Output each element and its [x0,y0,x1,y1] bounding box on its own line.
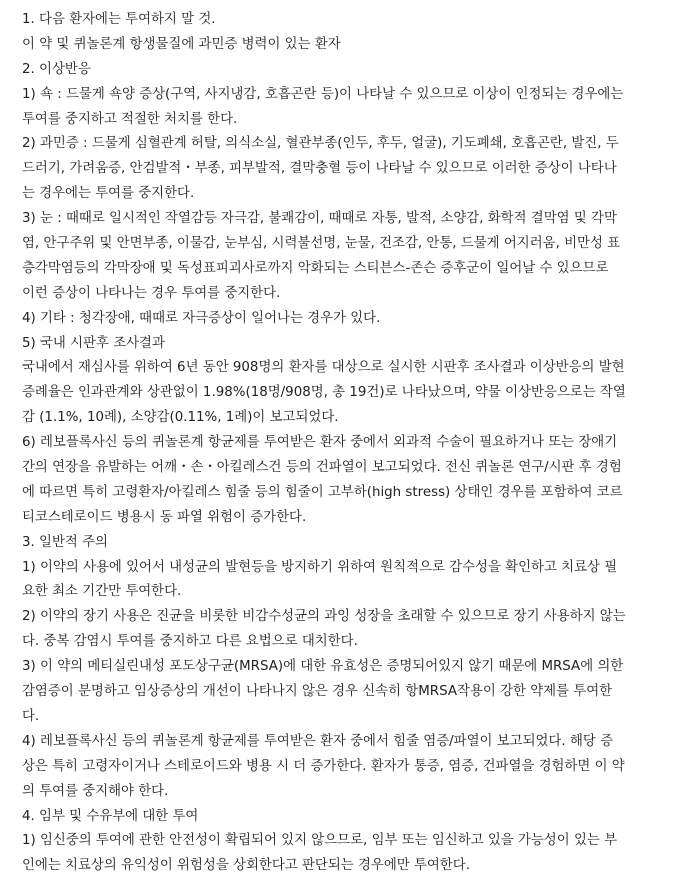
section-heading-adverse-reactions: 2. 이상반응 [22,61,91,77]
text-line: 요한 최소 기간만 투여한다. [22,584,182,600]
section-heading-general-precautions: 3. 일반적 주의 [22,534,108,550]
text-line: 2) 과민증 : 드물게 심혈관계 허탈, 의식소실, 혈관부종(인두, 후두, 얼굴), 기도폐쇄, 호흡곤란, 발진, 두 [22,136,619,152]
text-line: 5) 국내 시판후 조사결과 [22,335,165,351]
text-line: 투여를 중지하고 적절한 처치를 한다. [22,111,238,127]
text-line: 1) 이약의 사용에 있어서 내성균의 발현등을 방지하기 위하여 원칙적으로 감수성을 확인하고 치료상 필 [22,559,618,575]
section-heading-pregnancy-lactation: 4. 임부 및 수유부에 대한 투여 [22,808,199,824]
text-line: 염, 안구주위 및 안면부종, 이물감, 눈부심, 시력불선명, 눈물, 건조감, 안통, 드물게 어지러움, 비만성 표 [22,236,621,252]
text-line: 는 경우에는 투여를 중지한다. [22,186,195,202]
text-line: 의 투여를 중지해야 한다. [22,783,169,799]
text-line: 간의 연장을 유발하는 어깨・손・아킬레스건 등의 건파열이 보고되었다. 전신 퀴놀론 연구/시판 후 경험 [22,460,622,476]
text-line: 국내에서 재심사를 위하여 6년 동안 908명의 환자를 대상으로 실시한 시판후 조사결과 이상반응의 발현 [22,360,625,376]
text-line: 1) 임신중의 투여에 관한 안전성이 확립되어 있지 않으므로, 임부 또는 임신하고 있을 가능성이 있는 부 [22,833,618,849]
text-line: 3) 눈 : 때때로 일시적인 작열감등 자극감, 불쾌감이, 때때로 자통, 발적, 소양감, 화학적 결막염 및 각막 [22,211,617,227]
text-line: 다. [22,708,40,724]
text-line: 티코스테로이드 병용시 동 파열 위험이 증가한다. [22,509,307,525]
text-line: 인에는 치료상의 유익성이 위험성을 상회한다고 판단되는 경우에만 투여한다. [22,858,470,874]
text-line: 다. 중복 감염시 투여를 중지하고 다른 요법으로 대치한다. [22,634,358,650]
text-line: 이 약 및 퀴놀론계 항생물질에 과민증 병력이 있는 환자 [22,36,341,52]
text-line: 4) 레보플록사신 등의 퀴놀론계 항균제를 투여받은 환자 중에서 힘줄 염증/파열이 보고되었다. 해당 증 [22,733,613,749]
text-line: 1) 쇽 : 드물게 쇽양 증상(구역, 사지냉감, 호흡곤란 등)이 나타날 수 있으므로 이상이 인정되는 경우에는 [22,86,624,102]
text-line: 드러기, 가려움증, 안검발적・부종, 피부발적, 결막충혈 등이 나타날 수 있으므로 이러한 증상이 나타나 [22,161,617,177]
text-line: 에 따르면 특히 고령환자/아킬레스 힘줄 등의 힘줄이 고부하(high stress) 상태인 경우를 포함하여 코르 [22,484,623,500]
text-line: 증례율은 인과관계와 상관없이 1.98%(18명/908명, 총 19건)로 나타났으며, 약물 이상반응으로는 작열 [22,385,626,401]
text-line: 감 (1.1%, 10례), 소양감(0.11%, 1례)이 보고되었다. [22,410,339,426]
text-line: 4) 기타 : 청각장애, 때때로 자극증상이 일어나는 경우가 있다. [22,310,381,326]
text-line: 6) 레보플록사신 등의 퀴놀론계 항균제를 투여받은 환자 중에서 외과적 수술이 필요하거나 또는 장애기 [22,435,618,451]
text-line: 상은 특히 고령자이거나 스테로이드와 병용 시 더 증가한다. 환자가 통증, 염증, 건파열을 경험하면 이 약 [22,758,625,774]
text-line: 층각막염등의 각막장애 및 독성표피괴사로까지 악화되는 스티븐스-존슨 증후군이 일어날 수 있으므로 [22,260,609,276]
text-line: 3) 이 약의 메티실린내성 포도상구균(MRSA)에 대한 유효성은 증명되어있지 않기 때문에 MRSA에 의한 [22,659,624,675]
text-line: 2) 이약의 장기 사용은 진균을 비롯한 비감수성균의 과잉 성장을 초래할 수 있으므로 장기 사용하지 않는 [22,609,626,625]
section-heading-contraindications: 1. 다음 환자에는 투여하지 말 것. [22,12,216,27]
text-line: 감염증이 분명하고 임상증상의 개선이 나타나지 않은 경우 신속히 항MRSA작용이 강한 약제를 투여한 [22,684,613,700]
text-line: 이런 증상이 나타나는 경우 투여를 중지한다. [22,285,281,301]
